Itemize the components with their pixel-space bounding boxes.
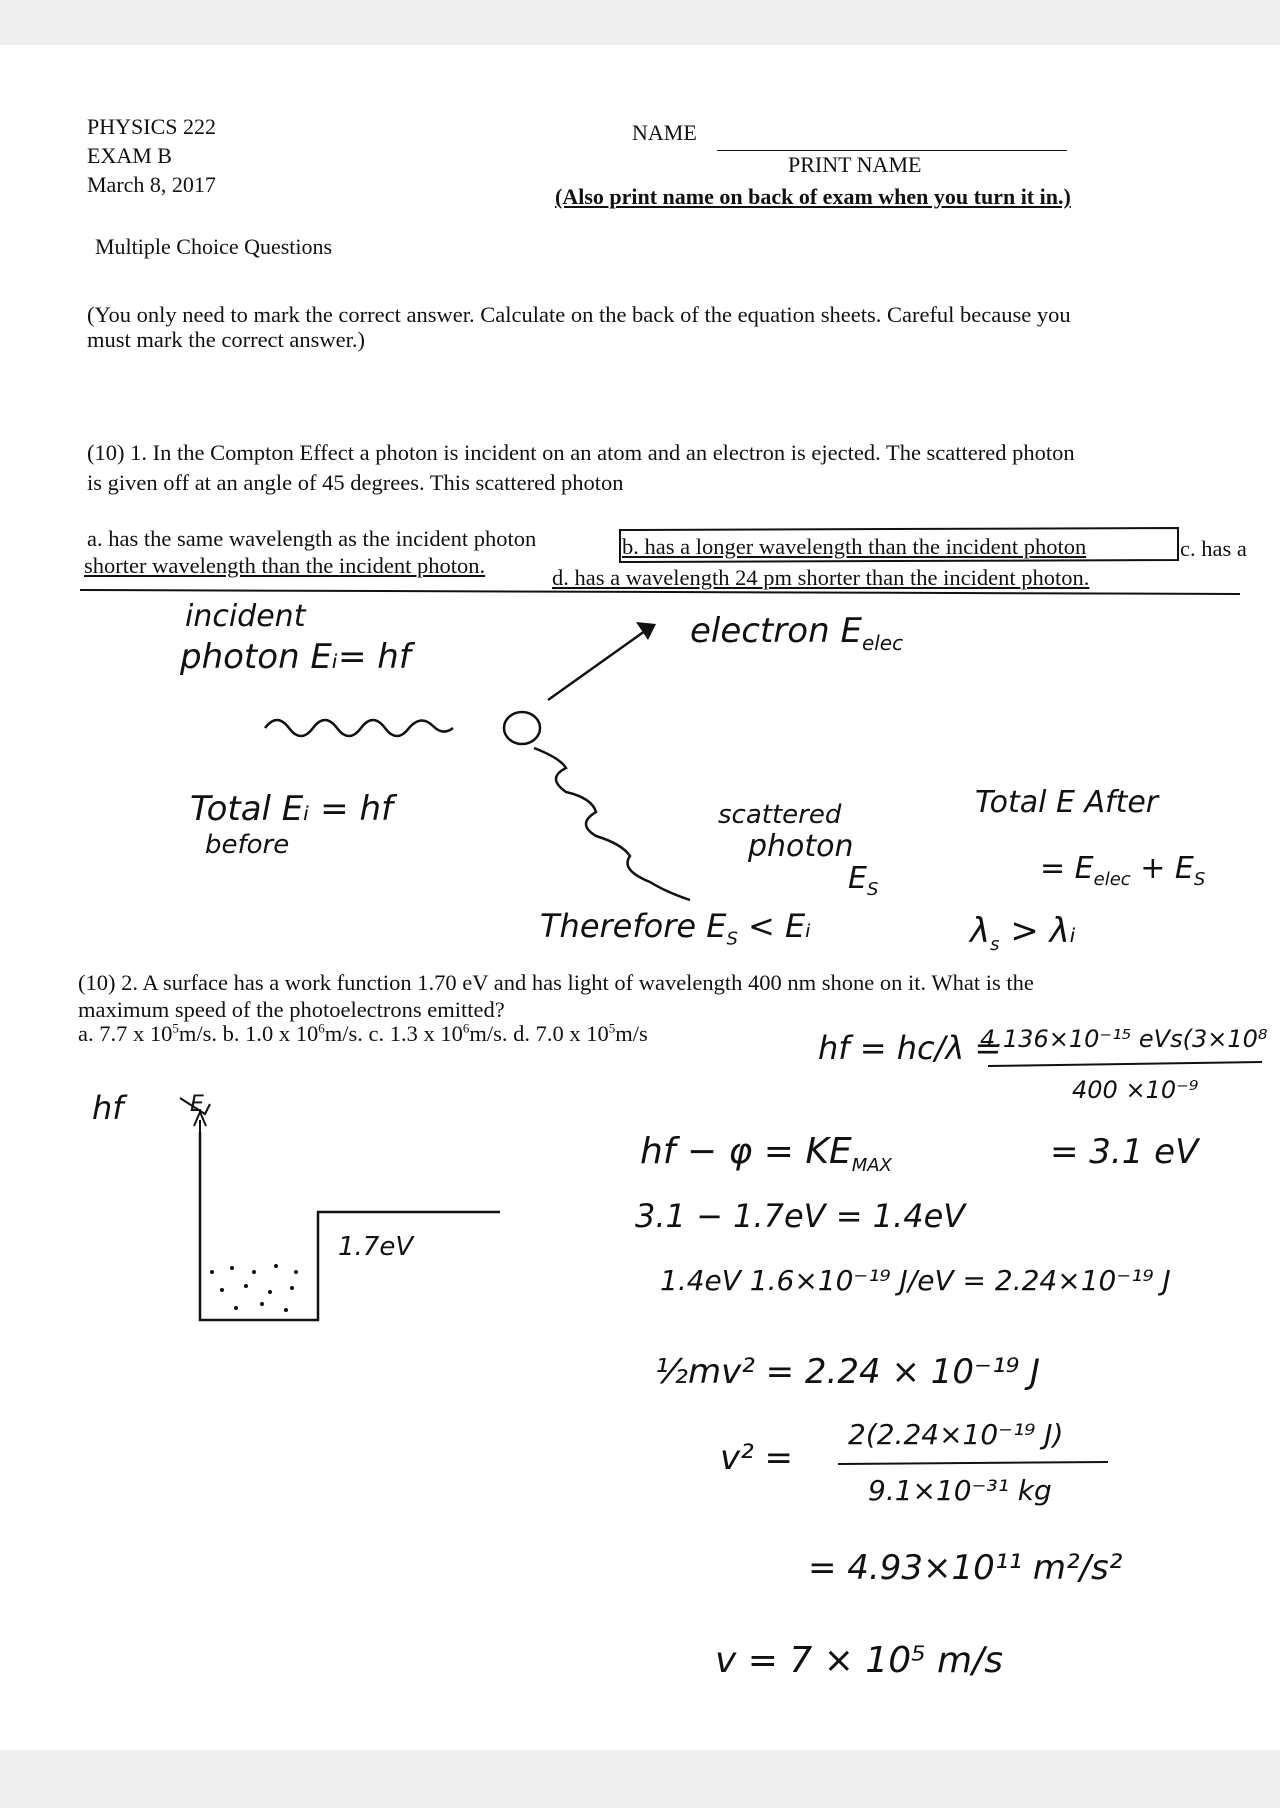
q1-text-line-2: is given off at an angle of 45 degrees. This scattered photon — [87, 470, 624, 495]
course-title: PHYSICS 222 — [87, 114, 216, 139]
q1-answer-b[interactable]: b. has a longer wavelength than the incident photon — [622, 534, 1087, 559]
q1-answer-a[interactable]: a. has the same wavelength as the incident photon — [87, 526, 537, 551]
q1-answer-c-end[interactable]: shorter wavelength than the incident photon. — [84, 553, 486, 578]
scattered-photon-wave — [534, 748, 690, 900]
q2-answer-c[interactable]: c. 1.3 x $10^6m/s$. — [368, 1020, 508, 1046]
hw-incident-label: incident — [185, 599, 306, 634]
exam-label: EXAM B — [87, 143, 172, 168]
q2-text-line-2: maximum speed of the photoelectrons emitted? — [78, 997, 505, 1022]
hw-v-squared-label: v² = — [720, 1438, 794, 1478]
print-name-note: (Also print name on back of exam when you turn it in.) — [555, 184, 1071, 209]
diagram-arrow-tick — [180, 1098, 210, 1114]
hf-fraction-bar — [988, 1062, 1262, 1066]
q2-answer-b[interactable]: b. 1.0 x $10^6m/s$. — [222, 1020, 363, 1046]
hw-photon-label: photon — [748, 829, 854, 864]
hw-wavelength-compare: $\lambda_s$ > λᵢ — [970, 911, 1076, 955]
hw-before-label: before — [205, 830, 290, 860]
exam-date: March 8, 2017 — [87, 172, 216, 197]
hw-diagram-e-axis: E — [190, 1092, 204, 1117]
hw-hf-denominator: 400 ×10⁻⁹ — [1072, 1076, 1199, 1104]
hw-subtraction: 3.1 − 1.7eV = 1.4eV — [635, 1197, 966, 1235]
hw-total-after: Total E After — [975, 785, 1159, 820]
hw-diagram-work-function: 1.7eV — [338, 1232, 414, 1262]
hw-diagram-hf: hf — [92, 1089, 124, 1127]
hw-total-before: Total Eᵢ = hf — [190, 789, 393, 829]
q2-answer-d[interactable]: d. 7.0 x $10^5m/s$ — [513, 1020, 648, 1046]
hw-v-squared-numerator: 2(2.24×10⁻¹⁹ J) — [848, 1418, 1064, 1451]
q2-answer-a[interactable]: a. 7.7 x $10^5m/s$. — [78, 1020, 218, 1046]
energy-axis-arrow — [194, 1112, 206, 1135]
hw-scattered-energy: $E_S$ — [848, 861, 879, 900]
hw-ke-result: = 3.1 eV — [1050, 1132, 1199, 1172]
hw-hf-equation: hf = hc/λ = — [818, 1029, 1002, 1067]
print-name-label: PRINT NAME — [788, 152, 922, 177]
hw-incident-photon-energy: photon Eᵢ= hf — [180, 637, 411, 677]
name-label: NAME — [632, 120, 697, 145]
electron-arrow-head — [636, 622, 656, 640]
q1-answer-d[interactable]: d. has a wavelength 24 pm shorter than the incident photon. — [552, 565, 1090, 590]
electron-path — [548, 626, 652, 700]
hw-scattered-label: scattered — [718, 800, 842, 830]
hw-total-after-sum: = $E_{elec} + E_S$ — [1040, 851, 1206, 890]
potential-well-outline — [200, 1132, 500, 1320]
hw-final-speed: v = 7 × 10⁵ m/s — [715, 1640, 1003, 1681]
instructions-line-1: (You only need to mark the correct answer. Calculate on the back of the equation sheets. Careful because you — [87, 302, 1071, 327]
q1-answer-c-start[interactable]: c. has a — [1180, 536, 1247, 561]
answer-b-circle — [620, 528, 1178, 562]
instructions-line-2: must mark the correct answer.) — [87, 327, 366, 352]
hw-therefore: Therefore $E_S$ < Eᵢ — [540, 907, 811, 950]
answer-underline-mark — [80, 590, 1240, 594]
atom-circle — [504, 712, 540, 744]
hw-joule-conversion: 1.4eV 1.6×10⁻¹⁹ J/eV = 2.24×10⁻¹⁹ J — [660, 1264, 1171, 1297]
hw-electron-energy: electron $E_{elec}$ — [690, 611, 904, 655]
hw-kinetic-energy: ½mv² = 2.24 × 10⁻¹⁹ J — [655, 1352, 1041, 1392]
well-electrons — [210, 1264, 298, 1312]
section-title: Multiple Choice Questions — [95, 234, 333, 259]
q1-text-line-1: (10) 1. In the Compton Effect a photon is incident on an atom and an electron is ejected. The scattered photon — [87, 440, 1075, 465]
hw-v-squared-denominator: 9.1×10⁻³¹ kg — [868, 1474, 1052, 1507]
q2-text-line-1: (10) 2. A surface has a work function 1.70 eV and has light of wavelength 400 nm shone on it. What is the — [78, 970, 1034, 995]
hw-hf-numerator: 4.136×10⁻¹⁵ eVs(3×10⁸ — [980, 1025, 1268, 1053]
v-squared-fraction-bar — [838, 1462, 1108, 1464]
incident-photon-wave — [265, 720, 453, 736]
hw-v-squared-result: = 4.93×10¹¹ m²/s² — [808, 1548, 1123, 1588]
hw-ke-max: hf − $\varphi = KE_{MAX}$ — [640, 1131, 892, 1177]
